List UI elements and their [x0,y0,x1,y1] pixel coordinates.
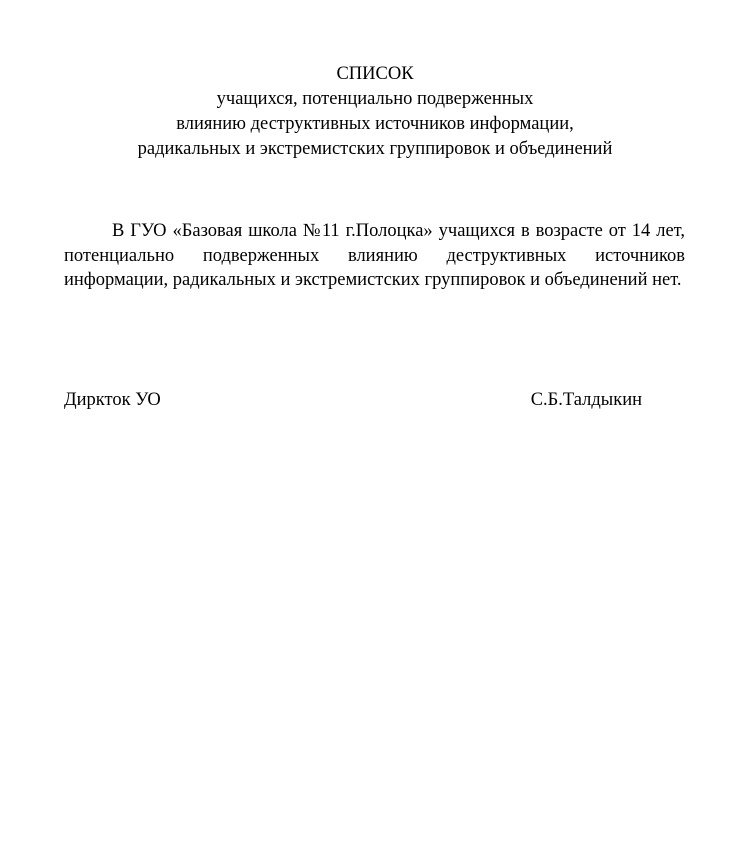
signatory-name: С.Б.Талдыкин [530,390,642,410]
signature-block [64,388,642,413]
document-title [60,62,690,162]
title-line-3: радикальных и экстремистских группировок и объединений [137,139,613,159]
signatory-position: Диркток УО [64,390,161,410]
body-paragraph: В ГУО «Базовая школа №11 г.Полоцка» учащихся в возрасте от 14 лет, потенциально подверженных влиянию деструктивных источников информации, радикальных и экстремистских группировок и объединений нет. [64,221,685,290]
title-line-1: учащихся, потенциально подверженных [216,89,534,109]
title-line-2: влиянию деструктивных источников информации, [176,114,574,134]
title-heading: СПИСОК [336,64,414,84]
